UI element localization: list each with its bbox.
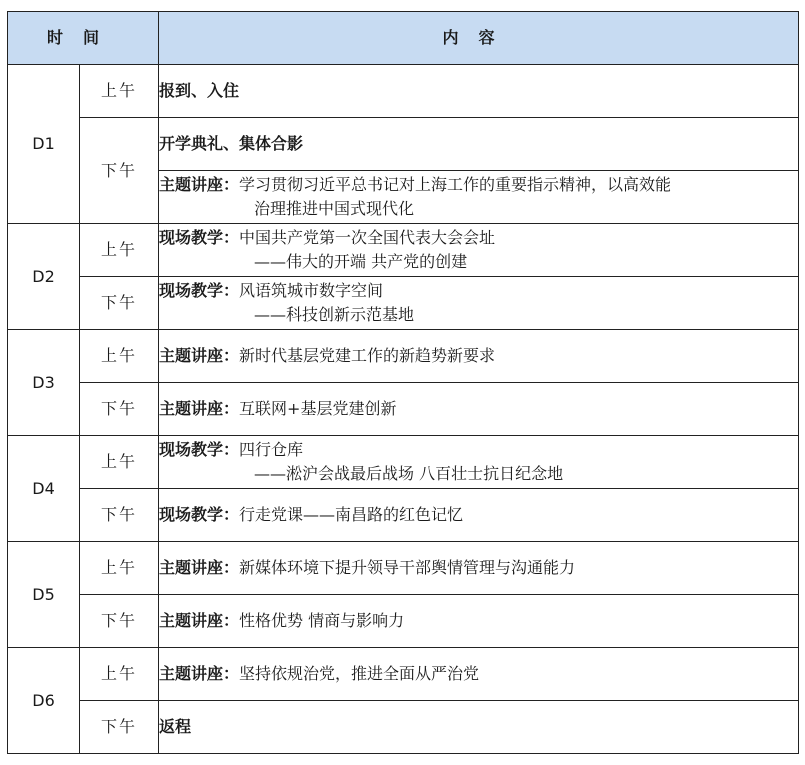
content-label: 主题讲座： — [159, 346, 240, 365]
content-text: 新媒体环境下提升领导干部舆情管理与沟通能力 — [239, 558, 576, 577]
period-cell: 上午 — [80, 542, 159, 595]
table-row — [8, 277, 799, 330]
table-row — [8, 65, 799, 118]
content-text: 风语筑城市数字空间 — [239, 281, 384, 300]
content-subtext: ——淞沪会战最后战场 八百壮士抗日纪念地 — [254, 464, 564, 483]
content-text: 返程 — [159, 717, 192, 736]
content-cell — [159, 118, 799, 171]
schedule-document — [7, 11, 799, 754]
content-label: 主题讲座： — [159, 558, 240, 577]
content-label: 主题讲座： — [159, 175, 240, 194]
header-content: 内容 — [159, 12, 799, 65]
content-line — [159, 438, 798, 462]
day-cell: D5 — [8, 542, 80, 648]
table-row — [8, 383, 799, 436]
content-cell — [159, 330, 799, 383]
content-line — [159, 344, 798, 368]
content-line — [159, 715, 798, 739]
content-label: 现场教学： — [159, 440, 240, 459]
table-row — [8, 118, 799, 171]
period-cell: 下午 — [80, 383, 159, 436]
period-cell: 下午 — [80, 277, 159, 330]
header-time: 时间 — [8, 12, 159, 65]
content-text: 新时代基层党建工作的新趋势新要求 — [239, 346, 496, 365]
content-text: 中国共产党第一次全国代表大会会址 — [239, 228, 496, 247]
content-text: 互联网+基层党建创新 — [239, 399, 397, 418]
content-line — [159, 79, 798, 103]
period-cell: 上午 — [80, 648, 159, 701]
schedule-body — [8, 65, 799, 754]
content-line — [159, 279, 798, 303]
day-cell: D1 — [8, 65, 80, 224]
period-cell: 上午 — [80, 330, 159, 383]
content-line — [159, 662, 798, 686]
content-line — [159, 226, 798, 250]
schedule-table — [7, 11, 799, 754]
content-cell — [159, 542, 799, 595]
content-cell — [159, 648, 799, 701]
day-cell: D4 — [8, 436, 80, 542]
content-cell — [159, 595, 799, 648]
period-cell: 上午 — [80, 65, 159, 118]
day-cell: D3 — [8, 330, 80, 436]
content-cell — [159, 277, 799, 330]
content-text: 坚持依规治党，推进全面从严治党 — [239, 664, 480, 683]
content-label: 主题讲座： — [159, 399, 240, 418]
content-text: 学习贯彻习近平总书记对上海工作的重要指示精神，以高效能 — [239, 175, 672, 194]
content-line — [159, 503, 798, 527]
day-cell: D2 — [8, 224, 80, 330]
table-row — [8, 595, 799, 648]
content-text: 行走党课——南昌路的红色记忆 — [239, 505, 464, 524]
table-row — [8, 648, 799, 701]
period-cell: 上午 — [80, 224, 159, 277]
table-row — [8, 542, 799, 595]
content-cell — [159, 65, 799, 118]
content-line — [159, 173, 798, 197]
content-label: 现场教学： — [159, 228, 240, 247]
content-line — [159, 609, 798, 633]
content-cell — [159, 383, 799, 436]
content-text: 报到、入住 — [159, 81, 240, 100]
period-cell: 上午 — [80, 436, 159, 489]
content-line — [159, 397, 798, 421]
content-text: 四行仓库 — [239, 440, 304, 459]
content-line — [159, 556, 798, 580]
content-cell — [159, 224, 799, 277]
table-row — [8, 436, 799, 489]
table-row — [8, 489, 799, 542]
content-line — [159, 132, 798, 156]
content-cell — [159, 489, 799, 542]
content-cell — [159, 701, 799, 754]
table-row — [8, 224, 799, 277]
period-cell: 下午 — [80, 701, 159, 754]
content-text: 开学典礼、集体合影 — [159, 134, 304, 153]
content-subtext: ——伟大的开端 共产党的创建 — [254, 252, 468, 271]
content-subtext: 治理推进中国式现代化 — [254, 199, 415, 218]
content-label: 现场教学： — [159, 281, 240, 300]
content-label: 主题讲座： — [159, 664, 240, 683]
table-row — [8, 330, 799, 383]
period-cell: 下午 — [80, 595, 159, 648]
period-cell: 下午 — [80, 489, 159, 542]
content-label: 主题讲座： — [159, 611, 240, 630]
content-cell — [159, 436, 799, 489]
content-label: 现场教学： — [159, 505, 240, 524]
period-cell: 下午 — [80, 118, 159, 224]
table-row — [8, 701, 799, 754]
content-cell — [159, 171, 799, 224]
day-cell: D6 — [8, 648, 80, 754]
content-subtext: ——科技创新示范基地 — [254, 305, 415, 324]
content-text: 性格优势 情商与影响力 — [239, 611, 405, 630]
